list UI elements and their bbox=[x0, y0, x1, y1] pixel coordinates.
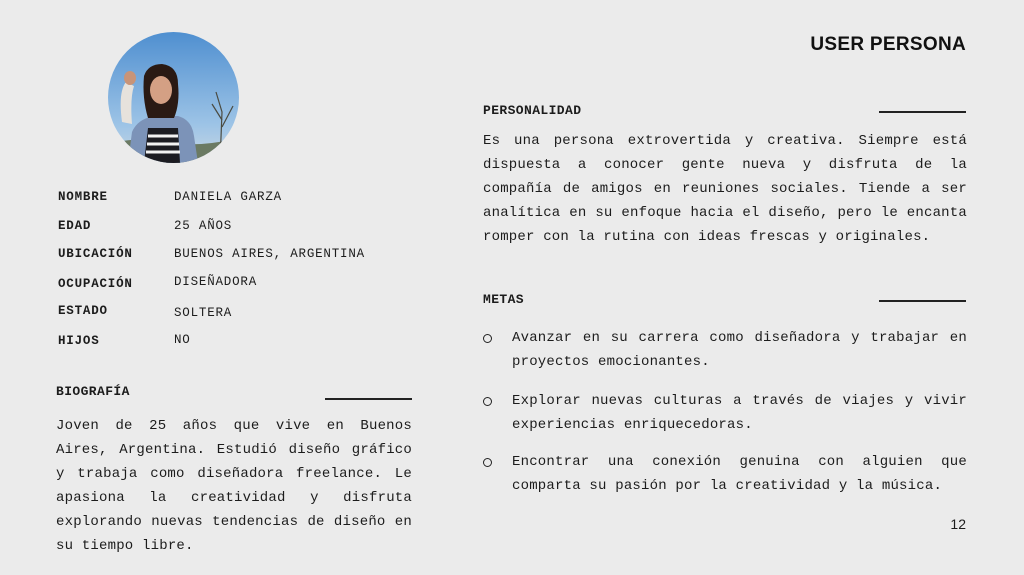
goal-text: Avanzar en su carrera como diseñadora y trabajar en proyectos emocionantes. bbox=[512, 330, 967, 370]
biografia-divider bbox=[325, 398, 412, 400]
fact-row-ubicacion bbox=[58, 247, 398, 267]
fact-value: NO bbox=[174, 333, 191, 347]
profile-photo bbox=[108, 32, 239, 163]
personalidad-text: Es una persona extrovertida y creativa. Siempre está dispuesta a conocer gente nueva y disfruta de la compañía de amigos en reuniones sociales. Tiende a ser analítica en su enfoque hacia el diseño, pero le encanta romper con la rutina con ideas frescas y originales. bbox=[483, 133, 967, 245]
goal-text: Encontrar una conexión genuina con alguien que comparta su pasión por la creatividad y la música. bbox=[512, 454, 967, 494]
fact-row-hijos bbox=[58, 334, 398, 354]
fact-value: DANIELA GARZA bbox=[174, 190, 282, 204]
metas-divider bbox=[879, 300, 966, 302]
bullet-icon bbox=[483, 334, 492, 343]
fact-value: DISEÑADORA bbox=[174, 275, 258, 289]
fact-row-edad bbox=[58, 219, 398, 239]
fact-row-nombre bbox=[58, 190, 398, 210]
fact-row-estado bbox=[58, 305, 398, 325]
bullet-icon bbox=[483, 458, 492, 467]
avatar bbox=[108, 32, 239, 163]
fact-label: UBICACIÓN bbox=[58, 247, 133, 261]
biografia-heading: BIOGRAFÍA bbox=[56, 384, 130, 399]
personalidad-heading: PERSONALIDAD bbox=[483, 103, 582, 118]
fact-value: BUENOS AIRES, ARGENTINA bbox=[174, 247, 365, 261]
metas-heading: METAS bbox=[483, 292, 525, 307]
bullet-icon bbox=[483, 397, 492, 406]
fact-label: ESTADO bbox=[58, 304, 108, 318]
fact-row-ocupacion bbox=[58, 276, 398, 296]
fact-label: OCUPACIÓN bbox=[58, 277, 133, 291]
fact-label: NOMBRE bbox=[58, 190, 108, 204]
fact-label: EDAD bbox=[58, 219, 92, 233]
fact-value: 25 AÑOS bbox=[174, 219, 233, 233]
fact-value: SOLTERA bbox=[174, 306, 233, 320]
personalidad-divider bbox=[879, 111, 966, 113]
page-title: USER PERSONA bbox=[810, 34, 966, 55]
fact-label: HIJOS bbox=[58, 334, 100, 348]
goal-text: Explorar nuevas culturas a través de viajes y vivir experiencias enriquecedoras. bbox=[512, 393, 967, 433]
page-number: 12 bbox=[950, 516, 966, 532]
biografia-text: Joven de 25 años que vive en Buenos Aires, Argentina. Estudió diseño gráfico y trabaja como diseñadora freelance. Le apasiona la creatividad y disfruta explorando nuevas tendencias de diseño en su tiempo libre. bbox=[56, 418, 412, 554]
